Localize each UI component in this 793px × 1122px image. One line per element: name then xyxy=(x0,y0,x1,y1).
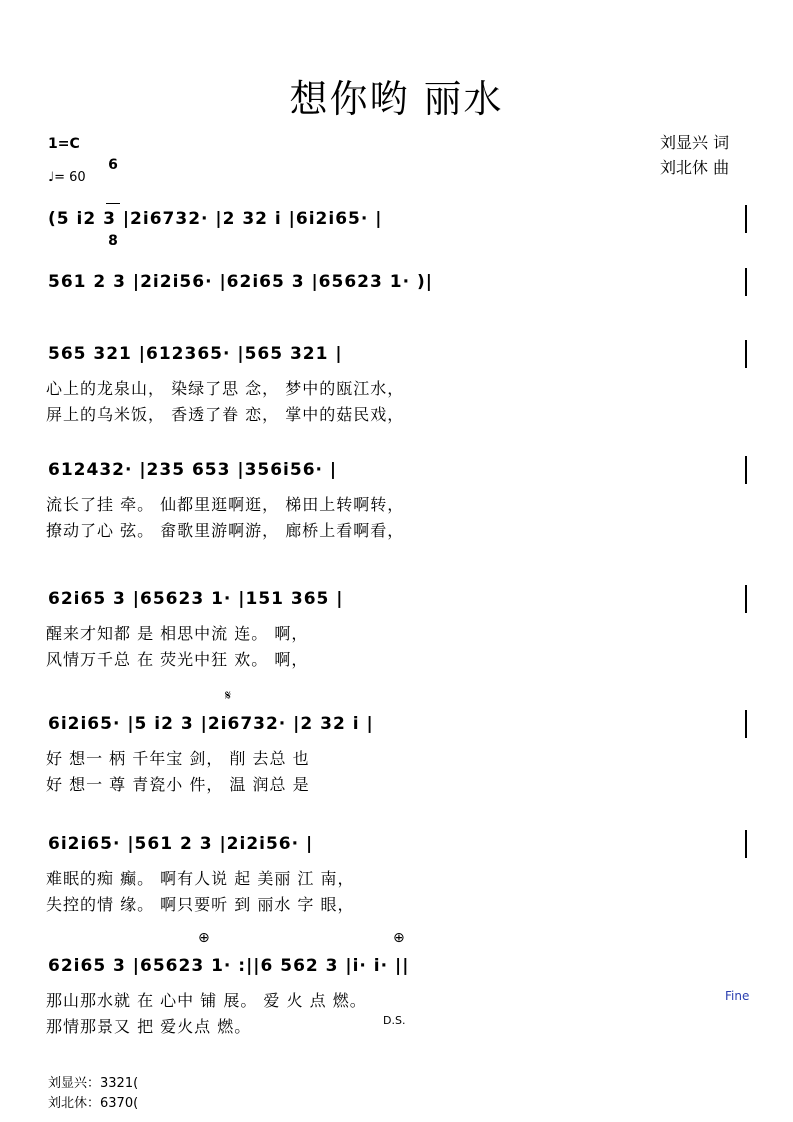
lyric-verse-2: 屏上的乌米饭， 香透了眷 恋， 掌中的菇民戏， xyxy=(46,405,405,424)
barline xyxy=(745,340,747,368)
lyric-verse-1: 难眠的痴 癫。 啊有人说 起 美丽 江 南， xyxy=(46,869,355,888)
notation-line: 62i65 3 |65623 1· :||6 562 3 |i· i· || xyxy=(48,956,410,976)
barline xyxy=(745,710,747,738)
lyric-verse-2: 失控的情 缘。 啊只要听 到 丽水 字 眼， xyxy=(46,895,355,914)
coda-sign: ⊕ xyxy=(198,930,210,946)
quarter-note-icon: ♩ xyxy=(48,170,55,185)
barline xyxy=(745,205,747,233)
staff-system-8 xyxy=(0,930,793,1072)
key-signature: 1=C xyxy=(48,136,80,152)
staff-system-4 xyxy=(0,456,793,576)
staff-system-5 xyxy=(0,585,793,705)
lyricist-credit: 刘显兴 词 xyxy=(660,133,730,152)
barline xyxy=(745,456,747,484)
notation-line: 561 2 3 |2i2i56· |62i65 3 |65623 1· )| xyxy=(48,272,433,292)
notation-line: 6i2i65· |5 i2 3 |2i6732· |2 32 i | xyxy=(48,714,374,734)
barline xyxy=(745,830,747,858)
notation-line: 62i65 3 |65623 1· |151 365 | xyxy=(48,589,344,609)
lyric-verse-1: 醒来才知都 是 相思中流 连。 啊， xyxy=(46,624,309,643)
lyric-verse-1: 好 想一 柄 千年宝 剑， 削 去总 也 xyxy=(46,749,310,768)
footer-line-1: 刘显兴：3321( xyxy=(48,1076,139,1091)
footer-line-2: 刘北休：6370( xyxy=(48,1096,139,1111)
staff-system-6 xyxy=(0,688,793,830)
meter-fraction-bar xyxy=(106,203,120,204)
notation-line: 612432· |235 653 |356i56· | xyxy=(48,460,338,480)
tempo-value: = 60 xyxy=(54,170,86,185)
staff-system-3 xyxy=(0,340,793,460)
ds-marking: D.S. xyxy=(383,1014,406,1027)
coda-sign: ⊕ xyxy=(393,930,405,946)
lyric-verse-1: 流长了挂 牵。 仙都里逛啊逛， 梯田上转啊转， xyxy=(46,495,405,514)
tempo-marking xyxy=(48,170,86,185)
notation-line: 565 321 |612365· |565 321 | xyxy=(48,344,343,364)
lyric-verse-2: 撩动了心 弦。 畲歌里游啊游， 廊桥上看啊看， xyxy=(46,521,405,540)
lyric-verse-2: 风情万千总 在 荧光中狂 欢。 啊， xyxy=(46,650,309,669)
notation-line: 6i2i65· |561 2 3 |2i2i56· | xyxy=(48,834,314,854)
meter-bottom: 8 xyxy=(108,233,118,249)
fine-marking: Fine xyxy=(725,989,750,1003)
lyric-verse-2: 好 想一 尊 青瓷小 件， 温 润总 是 xyxy=(46,775,310,794)
barline xyxy=(745,585,747,613)
segno-sign: 𝄋 xyxy=(225,688,232,704)
song-title: 想你哟 丽水 xyxy=(289,77,504,121)
meter-top: 6 xyxy=(108,157,118,173)
lyric-verse-2: 那情那景又 把 爱火点 燃。 xyxy=(46,1017,252,1036)
notation-line: (5 i2 3 |2i6732· |2 32 i |6i2i65· | xyxy=(48,209,383,229)
barline xyxy=(745,268,747,296)
lyric-verse-1: 那山那水就 在 心中 铺 展。 爱 火 点 燃。 xyxy=(46,991,367,1010)
lyric-verse-1: 心上的龙泉山， 染绿了思 念， 梦中的瓯江水， xyxy=(46,379,405,398)
composer-credit: 刘北休 曲 xyxy=(660,158,730,177)
